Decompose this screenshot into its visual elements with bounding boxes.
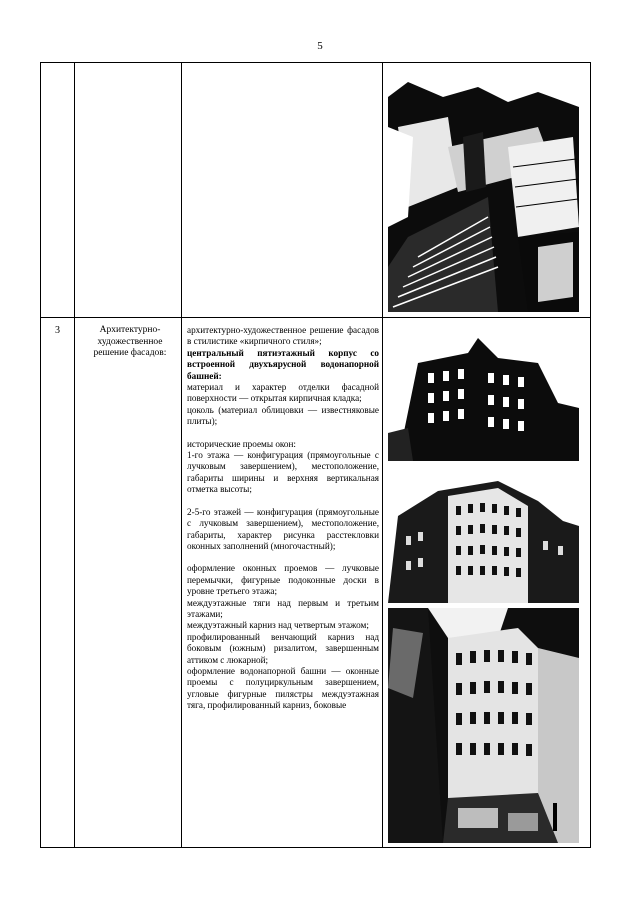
feature-description [187, 325, 379, 712]
description-paragraph: 1-го этажа — конфигурация (прямоугольные с лучковым завершением), местоположение, габариты ширины и верхняя вертикальная отметка высоты; [187, 450, 379, 495]
description-paragraph: центральный пятиэтажный корпус со встроенной двухъярусной водонапорной башней: [187, 347, 379, 381]
description-paragraph: оформление оконных проемов — лучковые перемычки, фигурные подоконные доски в уровне третьего этажа; [187, 563, 379, 597]
feature-name: Архитектурно-художественное решение фасадов: [93, 325, 167, 358]
photo-building-facade-2 [388, 466, 579, 603]
description-paragraph: междуэтажный карниз над четвертым этажом; [187, 620, 369, 631]
column-divider [74, 63, 75, 847]
row-number: 3 [55, 325, 60, 336]
column-divider [181, 63, 182, 847]
row-divider [41, 317, 590, 318]
photo-building-courtyard [388, 608, 579, 843]
description-paragraph: материал и характер отделки фасадной поверхности — открытая кирпичная кладка; [187, 382, 379, 404]
description-paragraph: 2-5-го этажей — конфигурация (прямоугольные с лучковым завершением), местоположение, габариты, характер рисунка расстекловки оконных заполнений (многочастный); [187, 506, 379, 551]
photo-building-facade-1 [388, 333, 579, 461]
photo-staircase [388, 67, 579, 312]
page-number: 5 [317, 40, 323, 52]
column-divider [382, 63, 383, 847]
description-paragraph: архитектурно-художественное решение фасадов в стилистике «кирпичного стиля»; [187, 325, 379, 347]
description-paragraph: междуэтажные тяги над первым и третьим этажами; [187, 597, 379, 619]
description-paragraph: цоколь (материал облицовки — известняковые плиты); [187, 404, 379, 427]
description-paragraph: профилированный венчающий карниз над боковым (южным) ризалитом, завершенным аттиком с люкарной; [187, 631, 379, 665]
description-paragraph: оформление водонапорной башни — оконные проемы с полуциркульным завершением, угловые фигурные пилястры междуэтажная тяга, профилированный карниз, боковые [187, 665, 379, 711]
objects-table [40, 62, 591, 848]
description-paragraph: исторические проемы окон: [187, 438, 296, 449]
